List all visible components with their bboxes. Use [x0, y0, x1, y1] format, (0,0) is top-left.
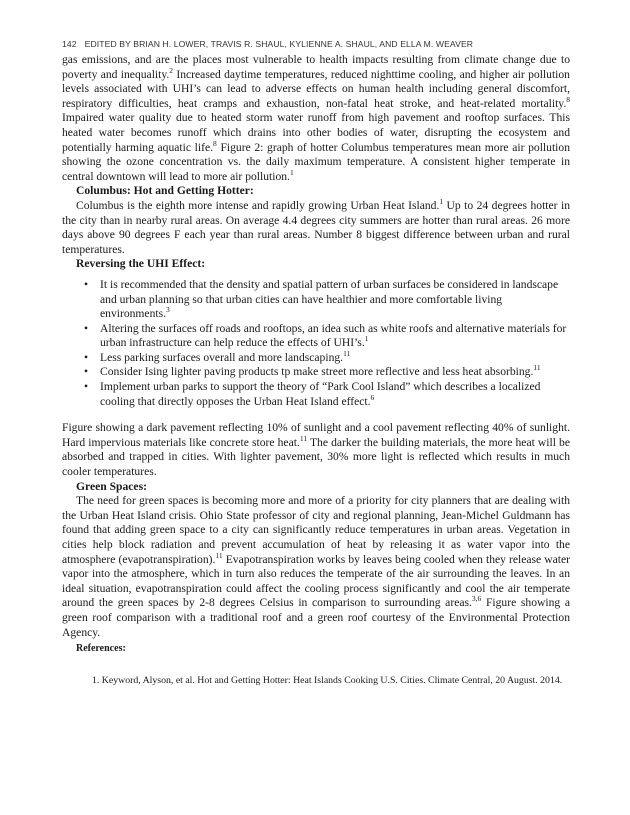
paragraph-text: The darker the building materials, the more heat will be absorbed and trapped in cities. With lighter pavement, 30% more light is reflected which results in much cooler temperatures. — [62, 435, 570, 479]
list-item-text: Consider Ising lighter paving products tp make street more reflective and less heat absorbing. — [100, 365, 534, 379]
running-header — [62, 39, 582, 49]
list-item — [92, 348, 570, 366]
citation-superscript: 2 — [169, 65, 174, 75]
intro-paragraph — [62, 53, 570, 184]
section-heading-reversing: Reversing the UHI Effect: — [76, 257, 206, 271]
paragraph-text: Evapotranspiration works by leaves being cooled when they release water vapor into the atmosphere, which in turn also reduces the temperate of the air surrounding the leaves. In an ideal situation, evapotranspiration could affect the cooling process significantly and cool the air temperate around the green spaces by 2-8 degrees Celsius in comparison to surrounding areas. — [62, 552, 570, 610]
paragraph-text: Increased daytime temperatures, reduced nighttime cooling, and higher air pollution levels associated with UHI’s can lead to adverse effects on human health including general discomfort, respiratory difficulties, heat cramps and exhaustion, non-fatal heat stroke, and heat-related mortality. — [62, 67, 570, 110]
citation-superscript: 8 — [213, 138, 217, 148]
list-item — [92, 380, 570, 409]
citation-superscript: 8 — [566, 94, 570, 104]
citation-superscript: 3,6 — [471, 594, 482, 604]
list-item-text: Less parking surfaces overall and more landscaping. — [100, 350, 344, 364]
citation-superscript: 1 — [289, 167, 294, 177]
list-item-text: Altering the surfaces off roads and rooftops, an idea such as white roofs and alternative materials for urban infrastructure can help reduce the effects of UHI’s. — [100, 321, 567, 350]
citation-superscript: 6 — [370, 392, 375, 402]
citation-superscript: 3 — [166, 305, 170, 315]
section-heading-green-spaces: Green Spaces: — [76, 479, 147, 493]
paragraph-text: Figure showing a green roof comparison with a traditional roof and a green roof courtesy of the Environmental Protection Agency. — [62, 596, 571, 639]
list-item-text: Implement urban parks to support the theory of “Park Cool Island” which describes a localized cooling that directly opposes the Urban Heat Island effect. — [100, 380, 541, 408]
running-title: EDITED BY BRIAN H. LOWER, TRAVIS R. SHAUL, KYLIENNE A. SHAUL, AND ELLA M. WEAVER — [84, 39, 474, 49]
paragraph-text: Impaired water quality due to heated storm water runoff from high pavement and rooftop surfaces. This heated water becomes runoff which drains into other bodies of water, disrupting the ecosystem and potentially harming aquatic life. — [62, 111, 570, 154]
section-heading-columbus: Columbus: Hot and Getting Hotter: — [76, 184, 254, 198]
page-number: 142 — [62, 39, 77, 49]
citation-superscript: 11 — [343, 348, 351, 358]
paragraph-text: Columbus is the eighth more intense and rapidly growing Urban Heat Island. — [76, 198, 440, 212]
paragraph-text: Figure 2: graph of hotter Columbus temperatures mean more air pollution showing the ozone concentration vs. the daily maximum temperature. A consistent higher temperate in central downtown will lead to more air pollution. — [62, 140, 570, 183]
paragraph-text: Figure showing a dark pavement reflecting 10% of sunlight and a cool pavement reflecting 40% of sunlight. Hard impervious materials like concrete store heat. — [62, 421, 570, 449]
list-item-text: It is recommended that the density and spatial pattern of urban surfaces be considered in landscape and urban planning so that urban cities can have healthier and more comfortable living environments. — [100, 277, 559, 321]
references-heading: References: — [76, 643, 126, 655]
paragraph-text: Up to 24 degrees hotter in the city than in nearby rural areas. On average 4.4 degrees city summers are hotter than rural areas. 26 more days above 90 degrees F each year than rural areas. Number 8 biggest difference between urban and rural temperatures. — [62, 198, 570, 256]
pavement-paragraph — [62, 421, 570, 479]
list-item — [92, 322, 570, 351]
reference-entry: 1. Keyword, Alyson, et al. Hot and Getting Hotter: Heat Islands Cooking U.S. Cities. Climate Central, 20 August. 2014. — [92, 674, 563, 686]
columbus-paragraph — [62, 196, 570, 257]
green-spaces-paragraph — [62, 494, 570, 640]
citation-superscript: 11 — [215, 550, 223, 560]
bullet-list — [62, 278, 570, 409]
citation-superscript: 11 — [299, 433, 308, 443]
citation-superscript: 1 — [439, 196, 444, 206]
paragraph-text: The need for green spaces is becoming more and more of a priority for city planners that are dealing with the Urban Heat Island crisis. Ohio State professor of city and regional planning, Jean-Michel Guldmann has found that adding green space to a city can significantly reduce temperatures in urban areas. Vegetation in cities help block radiation and prevent accumulation of heat by releasing it as water vapor into the atmosphere (evapotranspiration). — [62, 494, 570, 566]
list-item — [92, 365, 570, 380]
citation-superscript: 11 — [533, 363, 541, 373]
body-text — [62, 53, 570, 689]
citation-superscript: 1 — [364, 334, 369, 344]
list-item — [92, 278, 570, 322]
paragraph-text: gas emissions, and are the places most vulnerable to health impacts resulting from climate change due to poverty and inequality. — [62, 53, 570, 81]
